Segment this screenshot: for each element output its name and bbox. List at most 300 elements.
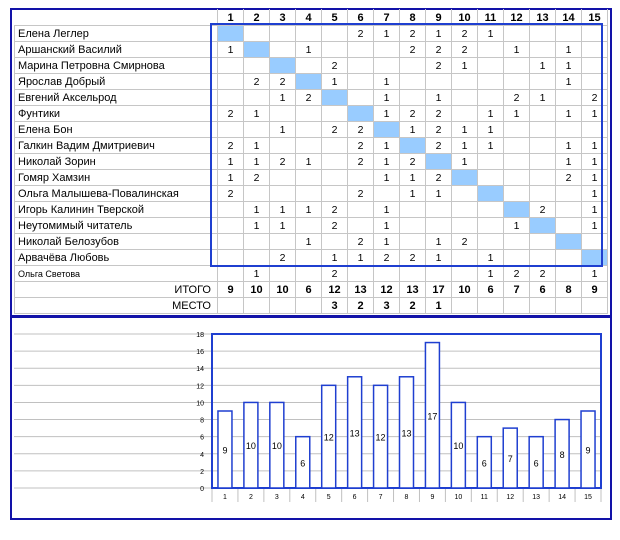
bar-value-label: 12: [375, 432, 386, 443]
y-tick-label: 4: [200, 451, 204, 459]
score-cell: 2: [374, 250, 400, 266]
x-tick-label: 11: [480, 494, 488, 501]
score-cell: 1: [400, 170, 426, 186]
score-cell: [348, 202, 374, 218]
score-cell: 2: [530, 266, 556, 282]
score-cell: 1: [374, 106, 400, 122]
score-cell: 1: [218, 170, 244, 186]
total-cell: 10: [270, 282, 296, 298]
place-cell: [218, 298, 244, 314]
score-cell: 2: [400, 250, 426, 266]
column-header: 8: [400, 10, 426, 26]
score-cell: 2: [270, 154, 296, 170]
score-cell: [244, 58, 270, 74]
score-cell: [218, 122, 244, 138]
bar-value-label: 13: [401, 428, 412, 439]
score-cell: 1: [400, 122, 426, 138]
score-cell: 1: [478, 250, 504, 266]
score-cell: 2: [244, 74, 270, 90]
score-cell: [452, 266, 478, 282]
bar-value-label: 8: [559, 449, 565, 460]
score-cell: 1: [296, 234, 322, 250]
self-cell: [322, 90, 348, 106]
total-cell: 12: [374, 282, 400, 298]
table-row: [15, 106, 608, 122]
score-cell: [374, 58, 400, 74]
score-cell: [556, 186, 582, 202]
table-row: [15, 234, 608, 250]
score-cell: [478, 58, 504, 74]
participant-name: Фунтики: [15, 106, 218, 122]
place-cell: 2: [400, 298, 426, 314]
x-tick-label: 6: [352, 494, 357, 501]
column-header: 6: [348, 10, 374, 26]
table-row: [15, 138, 608, 154]
score-cell: 2: [218, 186, 244, 202]
score-cell: 1: [244, 218, 270, 234]
score-cell: [322, 154, 348, 170]
score-cell: [348, 58, 374, 74]
score-cell: 1: [556, 58, 582, 74]
score-cell: [270, 42, 296, 58]
self-cell: [452, 170, 478, 186]
score-cell: [374, 266, 400, 282]
score-cell: [322, 138, 348, 154]
score-cell: [270, 170, 296, 186]
self-cell: [374, 122, 400, 138]
score-cell: 2: [426, 122, 452, 138]
y-tick-label: 16: [196, 349, 204, 357]
score-cell: 1: [218, 42, 244, 58]
score-cell: 1: [478, 138, 504, 154]
score-cell: [426, 202, 452, 218]
votes-bar-chart: [14, 322, 604, 512]
bar-value-label: 9: [222, 445, 228, 456]
y-tick-label: 2: [200, 468, 204, 476]
x-tick-label: 3: [274, 494, 279, 501]
score-cell: [296, 26, 322, 42]
score-cell: [530, 186, 556, 202]
x-tick-label: 9: [430, 494, 435, 501]
self-cell: [504, 202, 530, 218]
score-cell: [582, 122, 608, 138]
score-cell: [452, 106, 478, 122]
score-cell: [530, 250, 556, 266]
score-cell: [530, 138, 556, 154]
score-table: [14, 9, 608, 314]
score-cell: [452, 250, 478, 266]
score-cell: [322, 234, 348, 250]
score-cell: 1: [556, 42, 582, 58]
score-cell: 1: [452, 138, 478, 154]
place-cell: 3: [322, 298, 348, 314]
score-cell: [530, 74, 556, 90]
participant-name: Елена Бон: [15, 122, 218, 138]
y-tick-label: 0: [200, 486, 204, 493]
score-cell: 2: [348, 138, 374, 154]
score-cell: 1: [582, 218, 608, 234]
score-cell: [218, 266, 244, 282]
place-cell: [244, 298, 270, 314]
bar-value-label: 10: [453, 441, 464, 452]
column-header: 15: [582, 10, 608, 26]
score-cell: [504, 122, 530, 138]
score-cell: [348, 266, 374, 282]
score-cell: [556, 26, 582, 42]
score-cell: [582, 74, 608, 90]
participant-name: Ольга Малышева-Повалинская: [15, 186, 218, 202]
score-cell: [296, 218, 322, 234]
score-cell: 1: [582, 138, 608, 154]
column-header: 9: [426, 10, 452, 26]
score-cell: 1: [582, 266, 608, 282]
y-tick-label: 6: [200, 434, 204, 442]
participant-name: Ярослав Добрый: [15, 74, 218, 90]
score-cell: 2: [400, 106, 426, 122]
score-cell: 1: [556, 154, 582, 170]
score-cell: 1: [296, 42, 322, 58]
score-cell: [400, 266, 426, 282]
table-row: [15, 170, 608, 186]
score-cell: [218, 90, 244, 106]
score-cell: [218, 218, 244, 234]
score-cell: [504, 250, 530, 266]
score-cell: [244, 250, 270, 266]
score-cell: 1: [374, 90, 400, 106]
self-cell: [478, 186, 504, 202]
score-cell: [452, 90, 478, 106]
score-cell: [582, 234, 608, 250]
place-cell: [582, 298, 608, 314]
score-cell: [426, 218, 452, 234]
score-cell: [504, 170, 530, 186]
score-cell: 1: [478, 106, 504, 122]
score-cell: 2: [270, 250, 296, 266]
score-cell: [530, 42, 556, 58]
table-row: [15, 202, 608, 218]
score-cell: 1: [270, 90, 296, 106]
score-cell: 2: [322, 202, 348, 218]
place-cell: 1: [426, 298, 452, 314]
participant-name: Аршанский Василий: [15, 42, 218, 58]
participant-name: Арвачёва Любовь: [15, 250, 218, 266]
score-cell: 1: [270, 202, 296, 218]
score-cell: [296, 122, 322, 138]
score-cell: [296, 250, 322, 266]
score-cell: 1: [374, 218, 400, 234]
place-cell: [296, 298, 322, 314]
total-cell: 6: [478, 282, 504, 298]
score-cell: 2: [218, 106, 244, 122]
score-cell: 2: [322, 122, 348, 138]
score-cell: [400, 58, 426, 74]
bar-value-label: 12: [323, 432, 334, 443]
score-cell: [452, 218, 478, 234]
score-cell: [348, 90, 374, 106]
score-cell: [504, 186, 530, 202]
participant-name: Николай Белозубов: [15, 234, 218, 250]
score-cell: [556, 250, 582, 266]
score-cell: 2: [426, 138, 452, 154]
score-cell: 1: [374, 170, 400, 186]
score-cell: [530, 154, 556, 170]
score-cell: 1: [374, 138, 400, 154]
score-cell: [530, 234, 556, 250]
score-cell: 1: [244, 154, 270, 170]
score-cell: 1: [244, 106, 270, 122]
score-cell: 1: [530, 90, 556, 106]
place-cell: [504, 298, 530, 314]
table-row: [15, 266, 608, 282]
bar-value-label: 6: [481, 458, 487, 469]
score-cell: [244, 122, 270, 138]
score-cell: 1: [582, 106, 608, 122]
score-cell: 1: [374, 26, 400, 42]
score-cell: 1: [556, 106, 582, 122]
column-header: 5: [322, 10, 348, 26]
score-cell: 1: [270, 218, 296, 234]
score-cell: 2: [244, 170, 270, 186]
score-cell: 1: [348, 250, 374, 266]
x-tick-label: 5: [326, 494, 331, 501]
score-cell: [426, 266, 452, 282]
score-cell: 1: [478, 26, 504, 42]
bar-value-label: 7: [507, 454, 513, 465]
score-cell: [296, 58, 322, 74]
column-header: 1: [218, 10, 244, 26]
bar-value-label: 9: [585, 445, 591, 456]
score-cell: 1: [426, 186, 452, 202]
score-cell: [296, 186, 322, 202]
table-row: [15, 186, 608, 202]
x-tick-label: 12: [506, 494, 515, 501]
score-cell: 2: [348, 186, 374, 202]
score-cell: 1: [582, 170, 608, 186]
place-cell: [530, 298, 556, 314]
y-tick-label: 8: [200, 417, 204, 425]
totals-row: [15, 282, 608, 298]
score-cell: 2: [400, 154, 426, 170]
total-cell: 9: [582, 282, 608, 298]
total-cell: 10: [244, 282, 270, 298]
score-cell: [530, 26, 556, 42]
bar-value-label: 10: [271, 441, 282, 452]
score-cell: 1: [582, 202, 608, 218]
score-cell: [504, 154, 530, 170]
score-cell: [322, 42, 348, 58]
section-divider: [10, 315, 612, 318]
score-cell: [218, 250, 244, 266]
participant-name: Игорь Калинин Тверской: [15, 202, 218, 218]
score-cell: [322, 106, 348, 122]
score-cell: 1: [296, 154, 322, 170]
place-cell: [452, 298, 478, 314]
score-cell: 2: [348, 26, 374, 42]
score-cell: [270, 138, 296, 154]
total-cell: 17: [426, 282, 452, 298]
score-cell: [322, 186, 348, 202]
score-cell: 2: [400, 26, 426, 42]
score-cell: 2: [322, 266, 348, 282]
score-cell: 2: [322, 58, 348, 74]
total-cell: 13: [348, 282, 374, 298]
score-cell: 1: [478, 266, 504, 282]
total-cell: 8: [556, 282, 582, 298]
score-cell: [244, 90, 270, 106]
score-cell: 1: [452, 154, 478, 170]
score-cell: 1: [426, 250, 452, 266]
participant-name: Неутомимый читатель: [15, 218, 218, 234]
score-cell: 1: [374, 74, 400, 90]
bar-value-label: 17: [427, 411, 438, 422]
score-cell: [374, 42, 400, 58]
table-row: [15, 90, 608, 106]
table-row: [15, 58, 608, 74]
score-cell: [556, 202, 582, 218]
score-cell: 2: [582, 90, 608, 106]
score-cell: 1: [322, 74, 348, 90]
score-cell: [348, 74, 374, 90]
score-cell: 1: [530, 58, 556, 74]
column-header: 12: [504, 10, 530, 26]
table-row: [15, 74, 608, 90]
self-cell: [218, 26, 244, 42]
score-cell: [270, 266, 296, 282]
score-cell: [504, 26, 530, 42]
column-header: 10: [452, 10, 478, 26]
score-cell: 1: [426, 234, 452, 250]
score-cell: [322, 170, 348, 186]
place-cell: [556, 298, 582, 314]
score-cell: [296, 106, 322, 122]
score-cell: 1: [374, 154, 400, 170]
x-tick-label: 10: [454, 494, 463, 501]
total-cell: 13: [400, 282, 426, 298]
self-cell: [244, 42, 270, 58]
score-cell: [244, 186, 270, 202]
y-tick-label: 10: [196, 400, 204, 408]
score-cell: 2: [452, 26, 478, 42]
score-cell: [504, 74, 530, 90]
column-header: 13: [530, 10, 556, 26]
score-cell: 1: [504, 42, 530, 58]
x-tick-label: 8: [404, 494, 409, 501]
score-cell: 1: [452, 58, 478, 74]
participant-name: Елена Леглер: [15, 26, 218, 42]
score-cell: [218, 234, 244, 250]
self-cell: [582, 250, 608, 266]
x-tick-label: 4: [300, 494, 305, 501]
score-cell: [478, 234, 504, 250]
participant-name: Николай Зорин: [15, 154, 218, 170]
score-cell: [530, 170, 556, 186]
score-cell: [400, 90, 426, 106]
score-cell: 2: [400, 42, 426, 58]
participant-name: Ольга Светова: [15, 266, 218, 282]
bar-value-label: 6: [300, 458, 306, 469]
score-cell: [270, 234, 296, 250]
score-cell: [218, 58, 244, 74]
bar-value-label: 13: [349, 428, 360, 439]
table-row: [15, 42, 608, 58]
x-tick-label: 13: [532, 494, 541, 501]
score-cell: 1: [426, 90, 452, 106]
score-cell: 2: [530, 202, 556, 218]
score-cell: [348, 218, 374, 234]
totals-label: ИТОГО: [15, 282, 218, 298]
score-cell: [270, 186, 296, 202]
x-tick-label: 2: [248, 494, 253, 501]
score-cell: 2: [504, 90, 530, 106]
score-cell: 1: [244, 138, 270, 154]
score-cell: [556, 218, 582, 234]
score-cell: 1: [322, 250, 348, 266]
score-cell: 2: [556, 170, 582, 186]
column-header: 7: [374, 10, 400, 26]
score-cell: 1: [452, 122, 478, 138]
score-cell: [400, 218, 426, 234]
score-cell: [218, 74, 244, 90]
table-row: [15, 250, 608, 266]
table-header-row: [15, 10, 608, 26]
place-cell: [478, 298, 504, 314]
column-header: 4: [296, 10, 322, 26]
score-cell: [218, 202, 244, 218]
bar-value-label: 10: [245, 441, 256, 452]
score-cell: 1: [218, 154, 244, 170]
score-cell: [296, 170, 322, 186]
place-label: МЕСТО: [15, 298, 218, 314]
participant-name: Марина Петровна Смирнова: [15, 58, 218, 74]
total-cell: 6: [296, 282, 322, 298]
score-cell: [270, 26, 296, 42]
score-cell: [296, 266, 322, 282]
total-cell: 9: [218, 282, 244, 298]
score-cell: [348, 42, 374, 58]
place-cell: [270, 298, 296, 314]
column-header: 2: [244, 10, 270, 26]
score-cell: [478, 90, 504, 106]
score-cell: [582, 58, 608, 74]
total-cell: 12: [322, 282, 348, 298]
score-cell: [478, 154, 504, 170]
score-cell: [296, 138, 322, 154]
score-cell: 2: [322, 218, 348, 234]
score-cell: 1: [556, 138, 582, 154]
self-cell: [296, 74, 322, 90]
score-cell: 1: [582, 154, 608, 170]
y-tick-label: 12: [196, 383, 204, 391]
score-cell: [530, 122, 556, 138]
total-cell: 6: [530, 282, 556, 298]
self-cell: [348, 106, 374, 122]
score-cell: 1: [270, 122, 296, 138]
score-cell: [504, 138, 530, 154]
score-cell: [452, 186, 478, 202]
score-cell: [530, 106, 556, 122]
score-cell: [270, 106, 296, 122]
score-cell: [478, 42, 504, 58]
score-cell: 2: [452, 234, 478, 250]
column-header: 3: [270, 10, 296, 26]
table-row: [15, 218, 608, 234]
score-cell: [244, 26, 270, 42]
score-cell: 2: [348, 122, 374, 138]
participant-name: Галкин Вадим Дмитриевич: [15, 138, 218, 154]
score-cell: [556, 266, 582, 282]
total-cell: 7: [504, 282, 530, 298]
table-row: [15, 122, 608, 138]
